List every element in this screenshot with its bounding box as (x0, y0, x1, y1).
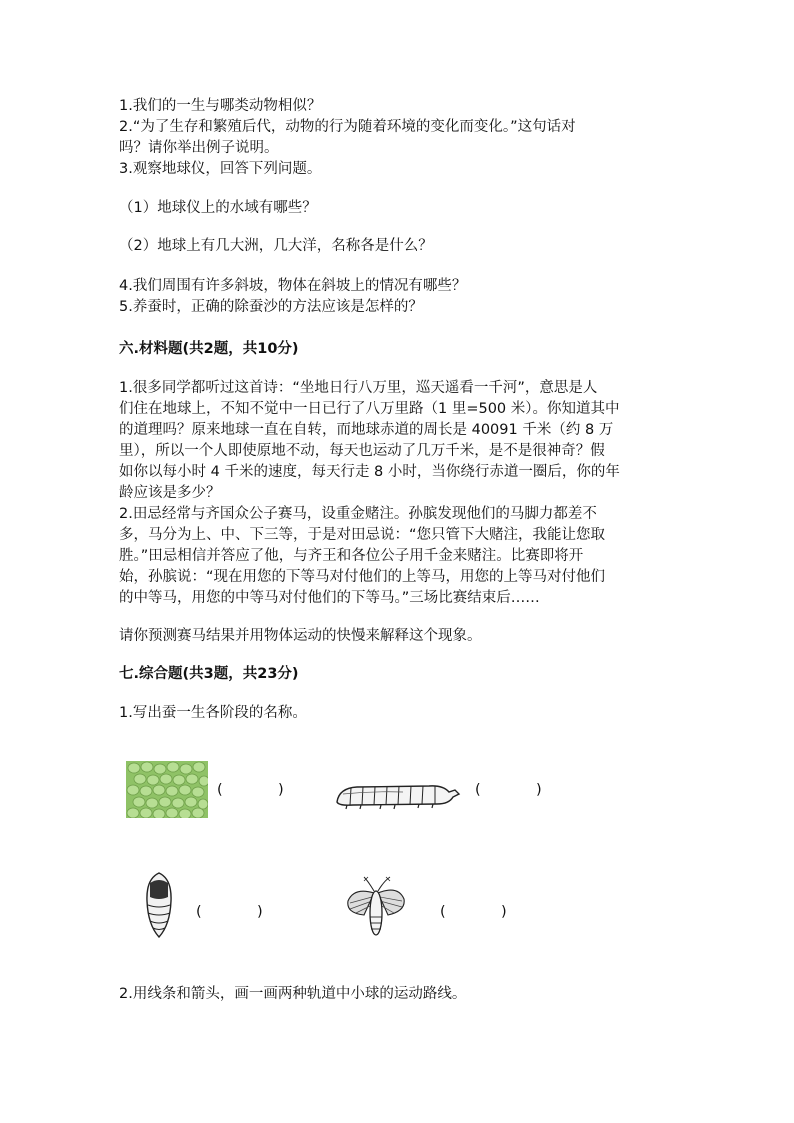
question-7-1: 1.写出蚕一生各阶段的名称。 (119, 705, 307, 721)
question-6-2-line5: 的中等马，用您的中等马对付他们的下等马。”三场比赛结束后…… (119, 590, 540, 606)
question-6-2-line3: 胜。”田忌相信并答应了他，与齐王和各位公子用千金来赌注。比赛即将开 (119, 548, 584, 564)
question-5-1: 1.我们的一生与哪类动物相似？ (119, 98, 322, 114)
question-5-3-sub2: （2）地球上有几大洲，几大洋，名称各是什么？ (119, 238, 433, 254)
answer-blank-larva[interactable]: ( ) (475, 782, 542, 798)
question-6-2-line2: 多，马分为上、中、下三等，于是对田忌说：“您只管下大赌注，我能让您取 (119, 527, 606, 543)
answer-blank-eggs[interactable]: ( ) (217, 782, 284, 798)
question-5-2-line2: 吗？请你举出例子说明。 (119, 140, 279, 156)
question-6-1-line1: 1.很多同学都听过这首诗：“坐地日行八万里，巡天遥看一千河”，意思是人 (119, 380, 598, 396)
question-6-1-line4: 里），所以一个人即使原地不动，每天也运动了几万千米，是不是很神奇？假 (119, 443, 605, 459)
question-5-5: 5.养蚕时，正确的除蚕沙的方法应该是怎样的？ (119, 299, 423, 315)
question-5-3-sub1: （1）地球仪上的水域有哪些？ (119, 200, 317, 216)
silkworm-larva-icon (333, 778, 461, 810)
question-5-2-line1: 2.“为了生存和繁殖后代，动物的行为随着环境的变化而变化。”这句话对 (119, 119, 576, 135)
question-7-2: 2.用线条和箭头，画一画两种轨道中小球的运动路线。 (119, 986, 467, 1002)
question-6-1-line5: 如你以每小时 4 千米的速度，每天行走 8 小时，当你绕行赤道一圈后，你的年 (119, 464, 620, 480)
answer-blank-moth[interactable]: ( ) (440, 904, 507, 920)
answer-blank-pupa[interactable]: ( ) (196, 904, 263, 920)
question-6-1-line3: 的道理吗？原来地球一直在自转，而地球赤道的周长是 40091 千米（约 8 万 (119, 422, 614, 438)
silkworm-eggs-icon (126, 761, 208, 818)
silkworm-cocoon-icon (144, 871, 174, 939)
question-6-2-prompt: 请你预测赛马结果并用物体运动的快慢来解释这个现象。 (119, 628, 482, 644)
question-5-4: 4.我们周围有许多斜坡，物体在斜坡上的情况有哪些？ (119, 278, 467, 294)
section-6-heading: 六.材料题(共2题，共10分) (119, 341, 299, 357)
question-5-3: 3.观察地球仪，回答下列问题。 (119, 161, 322, 177)
question-6-1-line2: 们住在地球上，不知不觉中一日已行了八万里路（1 里=500 米）。你知道其中 (119, 401, 620, 417)
question-6-2-line4: 始，孙膑说：“现在用您的下等马对付他们的上等马，用您的上等马对付他们 (119, 569, 606, 585)
question-6-2-line1: 2.田忌经常与齐国众公子赛马，设重金赌注。孙膑发现他们的马脚力都差不 (119, 506, 597, 522)
section-7-heading: 七.综合题(共3题，共23分) (119, 666, 299, 682)
silk-moth-icon (344, 873, 408, 939)
question-6-1-line6: 龄应该是多少？ (119, 485, 221, 501)
